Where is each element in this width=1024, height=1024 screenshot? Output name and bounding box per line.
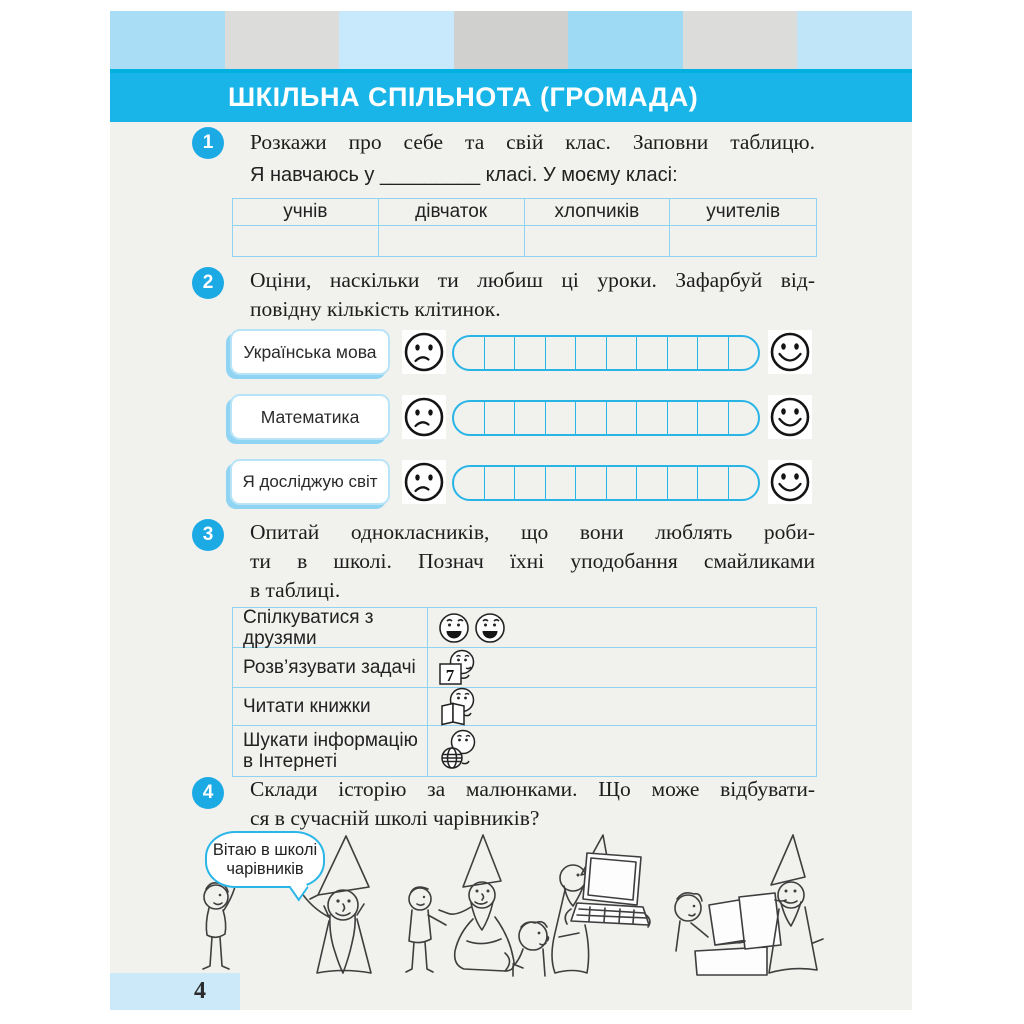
task4-text-line1: Склади історію за малюнками. Що може відбувати-	[250, 777, 815, 801]
deco-block	[797, 11, 912, 69]
subject-label: Українська мова	[230, 329, 390, 375]
preferences-table	[232, 607, 817, 777]
task4-number-badge: 4	[192, 777, 224, 809]
task2-text-line2: повідну кількість клітинок.	[250, 297, 501, 321]
task1-text: Розкажи про себе та свій клас. Заповни таблицю.	[250, 130, 815, 154]
sad-face-icon	[402, 395, 446, 439]
bubble-text: Вітаю в школі	[212, 840, 318, 859]
rating-row-ukrainian	[230, 329, 815, 375]
subject-label: Я досліджую світ	[230, 459, 390, 505]
pref-label-internet: Шукати інформацію в Інтернеті	[233, 726, 428, 776]
deco-block	[568, 11, 683, 69]
fill-prefix: Я навчаюсь у	[250, 164, 375, 186]
table1-empty-cell	[670, 226, 816, 256]
deco-block	[225, 11, 340, 69]
task1-number-badge: 1	[192, 127, 224, 159]
boy-standing	[406, 887, 446, 972]
page-number: 4	[194, 978, 206, 1004]
rating-cells	[452, 335, 760, 371]
sad-face-icon	[402, 330, 446, 374]
table1-header-teachers: учителів	[670, 199, 816, 226]
boy-watching	[513, 922, 549, 976]
pref-label-tasks: Розв’язувати задачі	[233, 648, 428, 688]
deco-block	[110, 11, 225, 69]
smiley-with-number-7-icon	[428, 648, 816, 688]
table1-empty-cell	[379, 226, 525, 256]
rating-row-world	[230, 459, 815, 505]
chapter-title: ШКІЛЬНА СПІЛЬНОТА (ГРОМАДА)	[228, 82, 699, 112]
task1-fill-line	[250, 164, 678, 187]
rating-cells	[452, 465, 760, 501]
happy-face-icon	[768, 395, 812, 439]
rating-row-math	[230, 394, 815, 440]
deco-block	[339, 11, 454, 69]
pref-label-books: Читати книжки	[233, 688, 428, 726]
chapter-banner	[110, 73, 912, 122]
happy-face-icon	[768, 460, 812, 504]
table1-empty-cell	[525, 226, 671, 256]
sad-face-icon	[402, 460, 446, 504]
table1-empty-cell	[233, 226, 379, 256]
svg-text:7: 7	[445, 665, 455, 685]
table1-header-boys: хлопчиків	[525, 199, 671, 226]
speech-bubble	[205, 831, 325, 888]
rating-cells	[452, 400, 760, 436]
class-info-table	[232, 198, 817, 257]
task4-text-line2: ся в сучасній школі чарівників?	[250, 806, 540, 830]
task3-text-line2: ти в школі. Познач їхні уподобання смайликами	[250, 549, 815, 573]
task3-number-badge: 3	[192, 519, 224, 551]
fill-suffix: класі. У моєму класі:	[485, 164, 678, 186]
wizard-with-laptop	[552, 835, 650, 973]
smiley-reading-book-icon	[428, 688, 816, 726]
smiley-with-globe-icon	[428, 726, 816, 776]
wizard-kneeling	[439, 835, 523, 971]
bubble-text: чарівників	[226, 859, 304, 878]
task3-text-line1: Опитай однокласників, що вони люблять роби-	[250, 520, 815, 544]
subject-label: Математика	[230, 394, 390, 440]
two-happy-smileys-icon	[428, 608, 816, 648]
task2-number-badge: 2	[192, 267, 224, 299]
task3-text-line3: в таблиці.	[250, 578, 341, 602]
deco-block	[454, 11, 569, 69]
table1-header-pupils: учнів	[233, 199, 379, 226]
page-number-badge	[110, 973, 240, 1010]
deco-block	[683, 11, 798, 69]
task2-text-line1: Оціни, наскільки ти любиш ці уроки. Зафарбуй від-	[250, 268, 815, 292]
pref-label-friends: Спілкуватися з друзями	[233, 608, 428, 648]
fill-blank: _________	[379, 164, 481, 186]
table1-header-girls: дівчаток	[379, 199, 525, 226]
happy-face-icon	[768, 330, 812, 374]
decorative-color-blocks	[110, 11, 912, 69]
